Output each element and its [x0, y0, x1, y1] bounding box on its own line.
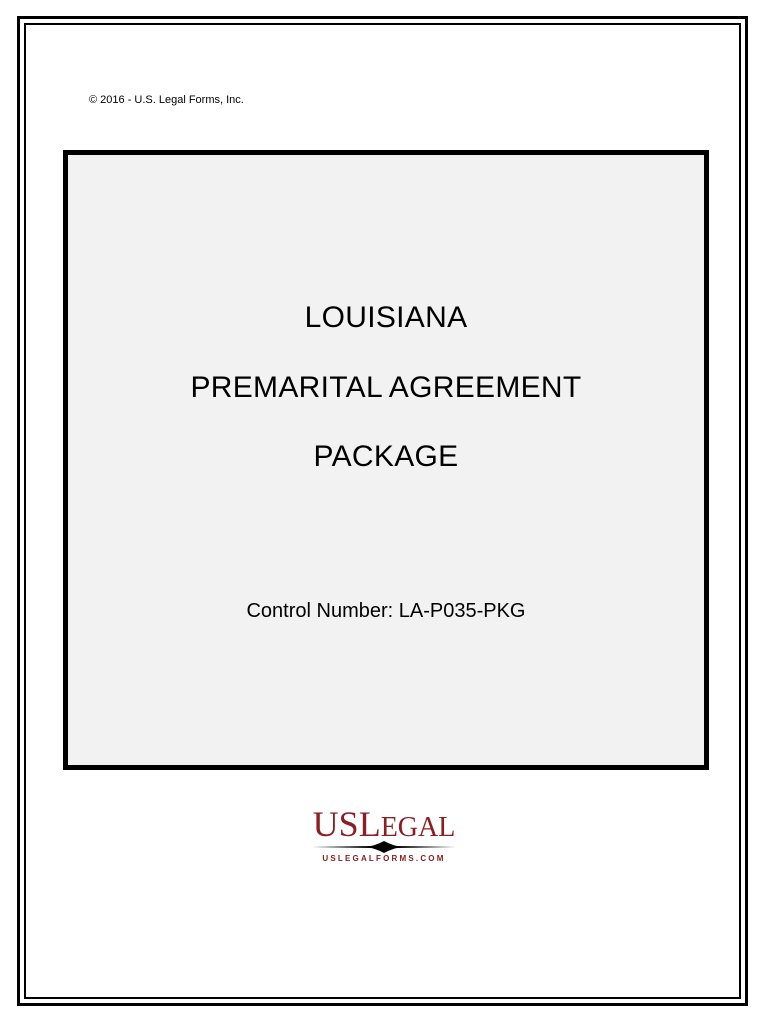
package-title: PACKAGE [313, 440, 459, 473]
control-number: Control Number: LA-P035-PKG [246, 600, 526, 622]
copyright-notice: © 2016 - U.S. Legal Forms, Inc. [89, 94, 244, 106]
cover-title-box [63, 150, 709, 770]
logo-word-egal: EGAL [380, 812, 456, 843]
uslegal-logo [304, 806, 464, 866]
logo-word-l: L [358, 804, 381, 844]
document-type-title: PREMARITAL AGREEMENT [190, 371, 582, 404]
state-title: LOUISIANA [304, 301, 468, 334]
eagle-emblem-icon [304, 840, 464, 854]
logo-word-us: US [312, 804, 359, 844]
logo-url: USLEGALFORMS.COM [322, 854, 446, 863]
